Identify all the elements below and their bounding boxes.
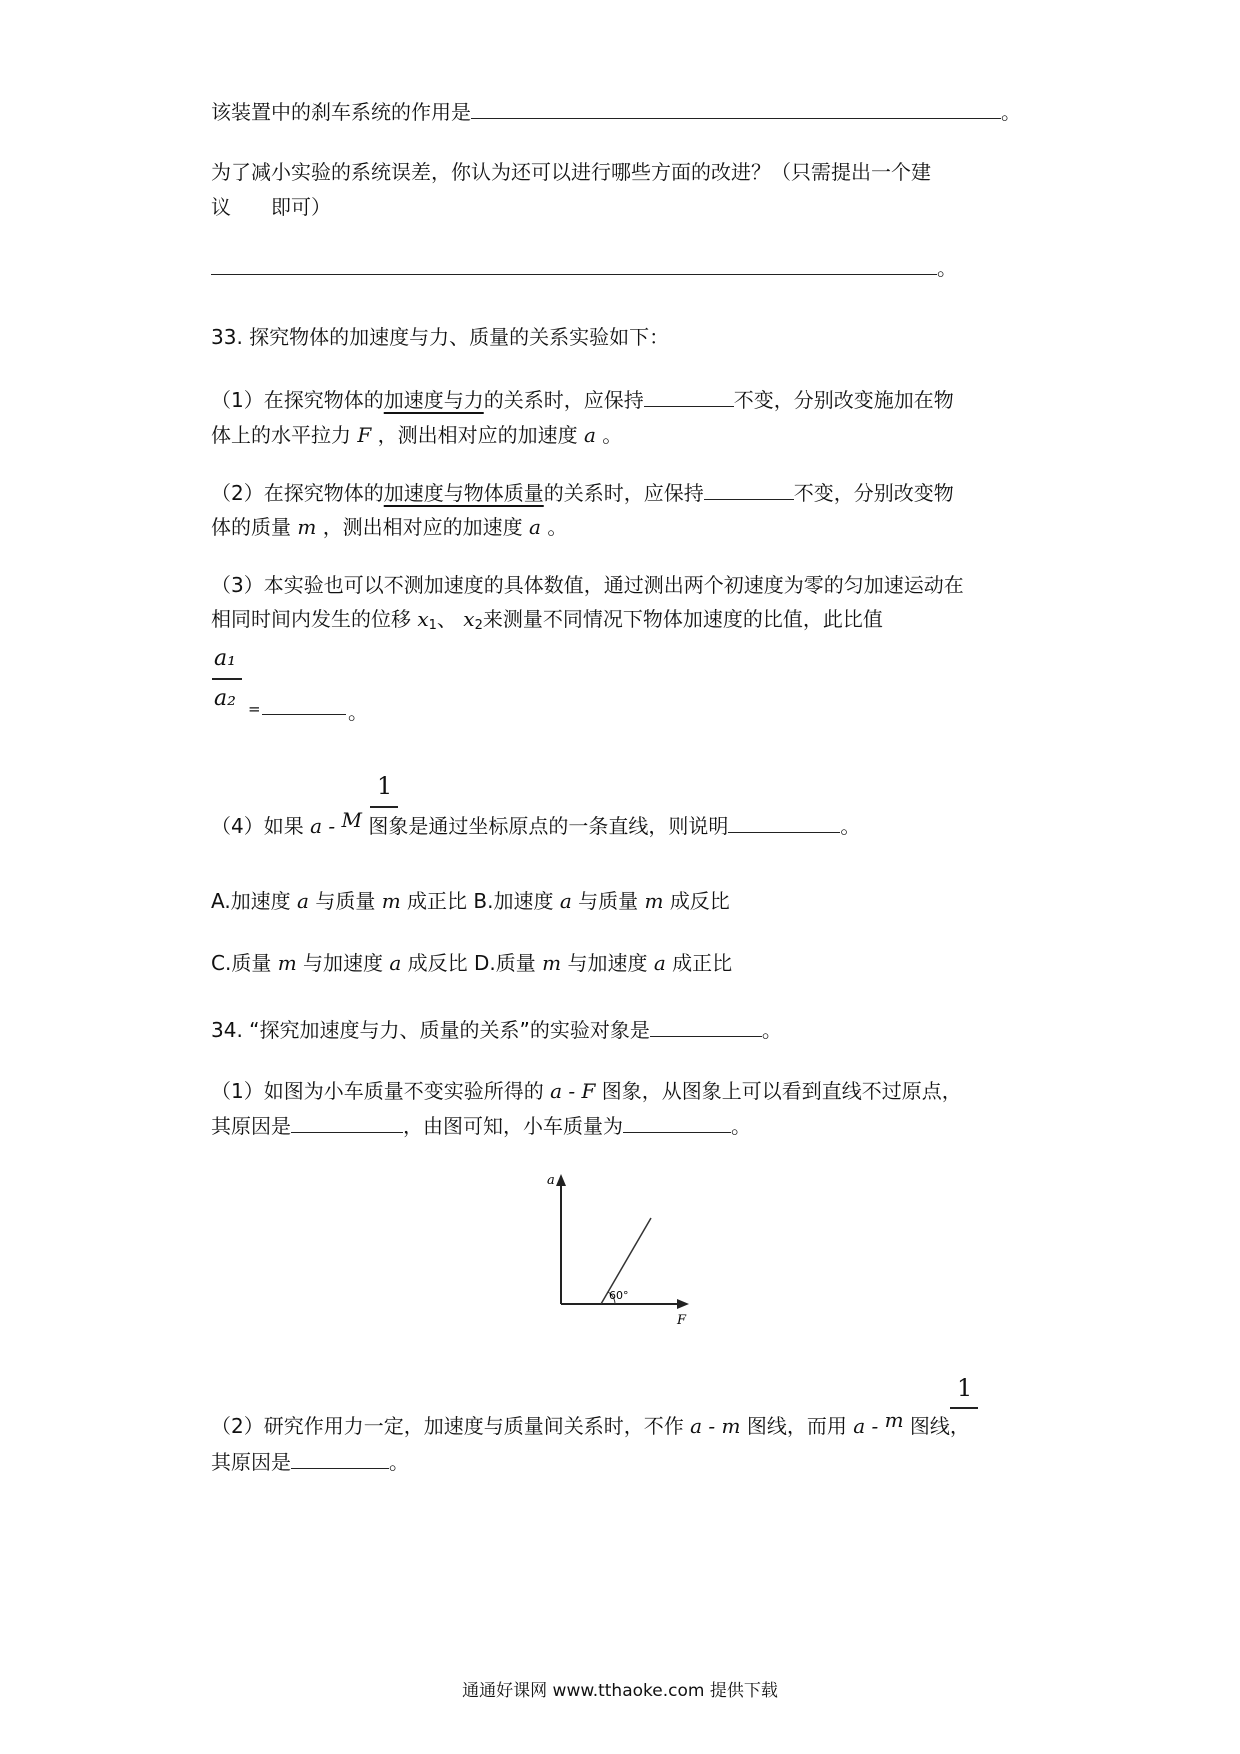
q33-p3-text-1: （3）本实验也可以不测加速度的具体数值，通过测出两个初速度为零的匀加速运动在 [211,573,964,597]
ratio-bar [212,678,242,680]
q34-title-blank[interactable] [650,1014,762,1037]
q33-p4-text-b: 图象是通过坐标原点的一条直线，则说明 [368,814,729,838]
q34-title-text: 34. “探究加速度与力、质量的关系”的实验对象是 [211,1018,650,1042]
option-c-sym-m: m [277,951,297,975]
q34-p2-end: 。 [389,1450,409,1474]
q33-sep: 、 [436,607,457,631]
q34-p2-symbol-2: a - [853,1414,879,1438]
option-c-text-1: 与加速度 [303,951,384,975]
q33-p1-symbol-a: a [583,423,596,447]
graph-x-arrow [677,1299,689,1309]
q34-p2-text-a: （2）研究作用力一定，加速度与质量间关系时，不作 [211,1414,684,1438]
q33-p4-symbol: a - [310,814,336,838]
q34-part2-line2 [211,1446,409,1477]
q34-p1-end: 。 [731,1114,751,1138]
q32-brake-text: 该装置中的刹车系统的作用是 [211,100,471,124]
option-c-sym-a: a [389,951,402,975]
option-b-sym-a: a [559,889,572,913]
option-b-label: B.加速度 [473,889,554,913]
q34-p2-text-c: 图线， [909,1414,970,1438]
q34-p2-text-b: 图线，而用 [746,1414,847,1438]
q33-part1-line2 [211,420,622,450]
option-a-text-1: 与质量 [315,889,376,913]
ratio-denominator: a₂ [214,686,236,711]
q33-p2-blank[interactable] [704,477,794,500]
q32-brake-line [211,96,1021,127]
q33-x2-symbol: x [463,607,475,631]
q33-part2-line1 [211,477,954,508]
q34-part1-line2 [211,1110,751,1141]
option-a-text-2: 成正比 [407,889,468,913]
option-a-sym-a: a [297,889,309,913]
q32-improve-text-2a: 议 [211,195,231,219]
q33-options-ab [211,886,730,916]
q33-p1-underlined: 加速度与力 [383,388,484,412]
q33-p2-underlined: 加速度与物体质量 [383,481,544,505]
q32-improve-line-1 [211,157,931,187]
q34-p2-m: m [884,1408,904,1432]
option-a-label: A.加速度 [211,889,291,913]
q33-p2-text-d: 体的质量 [211,515,291,539]
q34-p1-text-b: 图象，从图象上可以看到直线不过原点， [601,1079,962,1103]
q34-p1-blank-1[interactable] [291,1110,403,1133]
q33-p4-text-a: （4）如果 [211,814,304,838]
q32-improve-end: 。 [937,256,957,280]
ratio-end: 。 [348,700,368,724]
q34-p2-frac-bar [950,1407,978,1409]
q33-p2-end: 。 [547,515,568,539]
q33-part1-line1 [211,384,954,415]
a-f-graph [545,1170,705,1330]
q33-x1-symbol: x [417,607,429,631]
q34-p2-text-d: 其原因是 [211,1450,291,1474]
q33-options-cd [211,948,732,978]
q33-part4-line [211,810,860,841]
q33-p2-symbol-a: a [529,515,541,539]
option-d-sym-a: a [653,951,666,975]
q33-p1-end: 。 [602,423,623,447]
graph-angle-label: 60° [609,1289,629,1302]
option-d-text-2: 成正比 [672,951,733,975]
q32-improve-text-2b: 即可） [271,195,331,219]
ratio-equals: = [248,700,261,718]
q33-x2-sub: 2 [474,618,483,633]
q33-p2-text-a: （2）在探究物体的 [211,481,384,505]
q33-x1-sub: 1 [428,618,437,633]
graph-y-arrow [556,1174,566,1186]
q34-p2-symbol-1: a - m [690,1414,741,1438]
option-b-text-1: 与质量 [578,889,639,913]
option-d-text-1: 与加速度 [567,951,648,975]
option-c-label: C.质量 [211,951,272,975]
q34-part2-line1 [211,1408,970,1441]
option-d-sym-m: m [542,951,562,975]
ratio-numerator: a₁ [214,646,236,671]
q33-p4-one: 1 [377,772,393,800]
q33-p1-text-b: 的关系时，应保持 [483,388,644,412]
option-b-text-2: 成反比 [669,889,730,913]
ratio-blank[interactable] [262,692,346,715]
q34-p2-one: 1 [957,1374,973,1402]
q33-p4-end: 。 [840,814,861,838]
q33-p2-text-e: ，测出相对应的加速度 [322,515,523,539]
q34-title-end: 。 [761,1018,782,1042]
q34-p2-blank[interactable] [291,1446,389,1469]
q33-p3-text-2a: 相同时间内发生的位移 [211,607,411,631]
q34-p1-blank-2[interactable] [623,1110,731,1133]
q34-title [211,1014,782,1045]
q33-p2-text-c: 不变，分别改变物 [793,481,954,505]
q33-p1-symbol-F: F [357,423,372,447]
q33-part3-line1 [211,570,964,600]
q33-part2-line2 [211,512,567,542]
q32-answer-line [211,252,957,283]
q34-p1-symbol: a - F [550,1079,596,1103]
q33-p4-blank[interactable] [728,810,840,833]
option-d-label: D.质量 [474,951,536,975]
q34-p1-text-a: （1）如图为小车质量不变实验所得的 [211,1079,544,1103]
graph-x-label: F [677,1313,687,1328]
option-c-text-2: 成反比 [407,951,468,975]
option-a-sym-m: m [381,889,401,913]
q33-title-text: 33. 探究物体的加速度与力、质量的关系实验如下： [211,325,670,349]
q32-brake-end: 。 [1001,100,1021,124]
q32-improve-line-2 [211,192,331,222]
q33-title [211,322,669,352]
q33-p2-text-b: 的关系时，应保持 [543,481,704,505]
option-b-sym-m: m [644,889,664,913]
q33-p3-text-2b: 来测量不同情况下物体加速度的比值，此比值 [482,607,883,631]
q33-p1-text-a: （1）在探究物体的 [211,388,384,412]
q33-p4-M: M [341,808,362,832]
q33-p2-symbol-m: m [297,515,317,539]
q34-p1-text-d: ，由图可知，小车质量为 [403,1114,623,1138]
q33-p1-text-e: ，测出相对应的加速度 [377,423,578,447]
graph-y-label: a [547,1173,555,1188]
q33-p1-blank[interactable] [644,384,734,407]
q33-part3-line2 [211,604,883,641]
q32-brake-blank[interactable] [471,96,1001,119]
page-footer: 通通好课网 www.tthaoke.com 提供下载 [462,1681,778,1701]
q34-p1-text-c: 其原因是 [211,1114,291,1138]
q32-improve-blank[interactable] [211,252,937,275]
q32-improve-text-1: 为了减小实验的系统误差，你认为还可以进行哪些方面的改进？（只需提出一个建 [211,160,931,184]
q33-p4-frac-bar [370,806,398,808]
q33-p1-text-c: 不变，分别改变施加在物 [733,388,954,412]
q34-part1-line1 [211,1076,962,1106]
q33-p1-text-d: 体上的水平拉力 [211,423,351,447]
